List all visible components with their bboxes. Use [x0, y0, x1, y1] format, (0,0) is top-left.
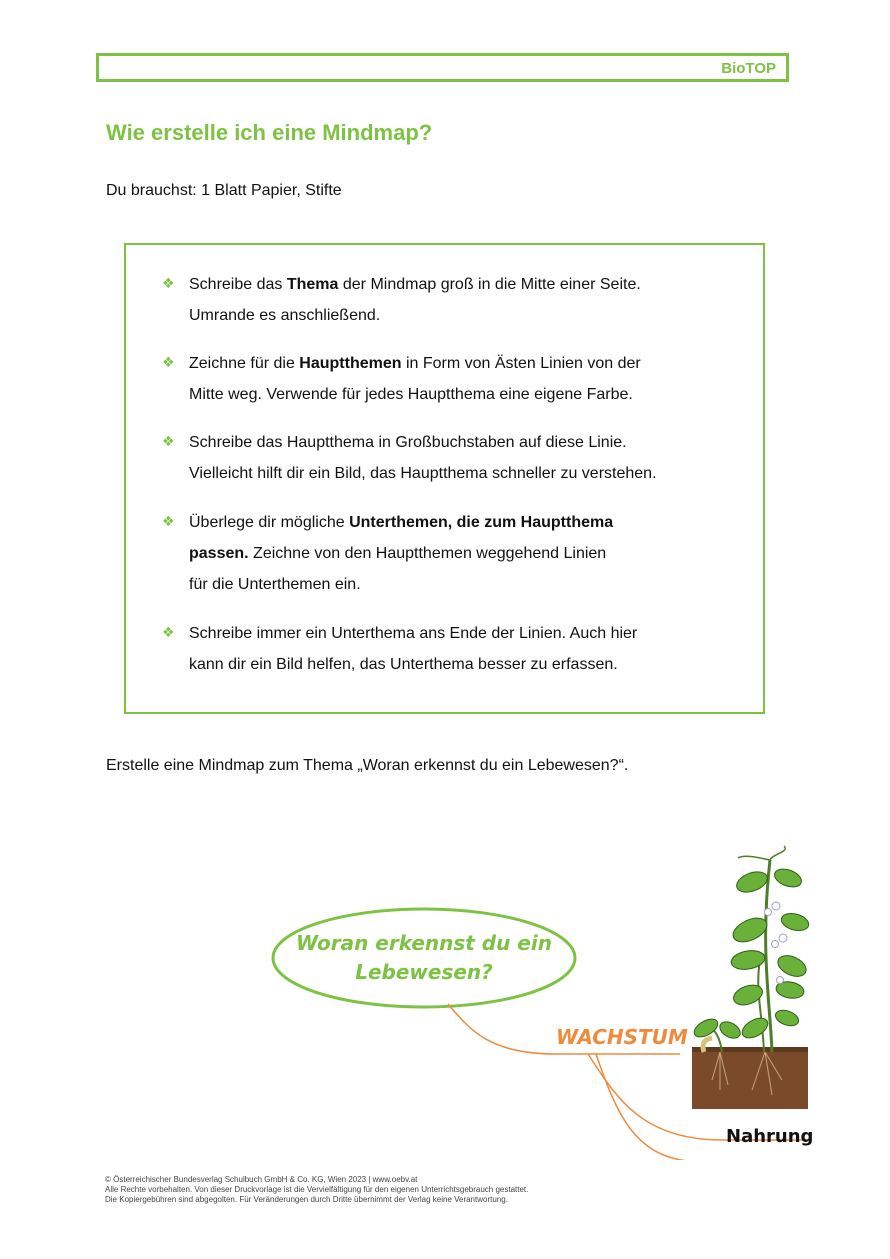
bean-plant-icon: [691, 846, 810, 1109]
diamond-bullet-icon: ❖: [162, 434, 175, 450]
instruction-item: ❖ Schreibe das Thema der Mindmap groß in die Mitte einer Seite. Umrande es anschließend.: [162, 269, 732, 331]
footer-line: © Österreichischer Bundesverlag Schulbuch GmbH & Co. KG, Wien 2023 | www.oebv.at: [105, 1175, 418, 1184]
diamond-bullet-icon: ❖: [162, 514, 175, 530]
materials-text: Du brauchst: 1 Blatt Papier, Stifte: [106, 182, 342, 199]
instructions-box: [124, 243, 765, 714]
instruction-item: ❖ Überlege dir mögliche Unterthemen, die zum Hauptthema passen. Zeichne von den Hauptthemen weggehend Linien für die Unterthemen ein.: [162, 507, 732, 600]
instruction-item: ❖ Zeichne für die Hauptthemen in Form von Ästen Linien von der Mitte weg. Verwende für jedes Hauptthema eine eigene Farbe.: [162, 348, 732, 410]
footer-copyright: [105, 1175, 528, 1205]
sub-topic-label: Nahrung: [726, 1126, 814, 1147]
footer-line: Alle Rechte vorbehalten. Von dieser Druckvorlage ist die Vervielfältigung für den eigenen Unterrichtsgebrauch gestattet.: [105, 1185, 529, 1194]
mindmap-center-line1: Woran erkennst du ein: [296, 931, 552, 955]
diamond-bullet-icon: ❖: [162, 276, 175, 292]
task-text: Erstelle eine Mindmap zum Thema „Woran erkennst du ein Lebewesen?“.: [106, 757, 629, 774]
diamond-bullet-icon: ❖: [162, 355, 175, 371]
diamond-bullet-icon: ❖: [162, 625, 175, 641]
mindmap-center-ellipse: [273, 909, 575, 1007]
page-title: Wie erstelle ich eine Mindmap?: [106, 120, 433, 145]
instruction-item: ❖ Schreibe immer ein Unterthema ans Ende der Linien. Auch hier kann dir ein Bild helfen, das Unterthema besser zu erfassen.: [162, 618, 732, 680]
footer-line: Die Kopiergebühren sind abgegolten. Für Veränderungen durch Dritte übernimmt der Verlag keine Verantwortung.: [105, 1195, 508, 1204]
mindmap-illustration: [0, 840, 890, 1160]
mindmap-center-line2: Lebewesen?: [355, 960, 493, 984]
header-bar: [96, 53, 789, 82]
brand-label: BioTOP: [721, 60, 776, 77]
instruction-item: ❖ Schreibe das Hauptthema in Großbuchstaben auf diese Linie. Vielleicht hilft dir ein Bild, das Hauptthema schneller zu verstehen.: [162, 427, 732, 489]
main-topic-label: WACHSTUM: [556, 1025, 688, 1049]
